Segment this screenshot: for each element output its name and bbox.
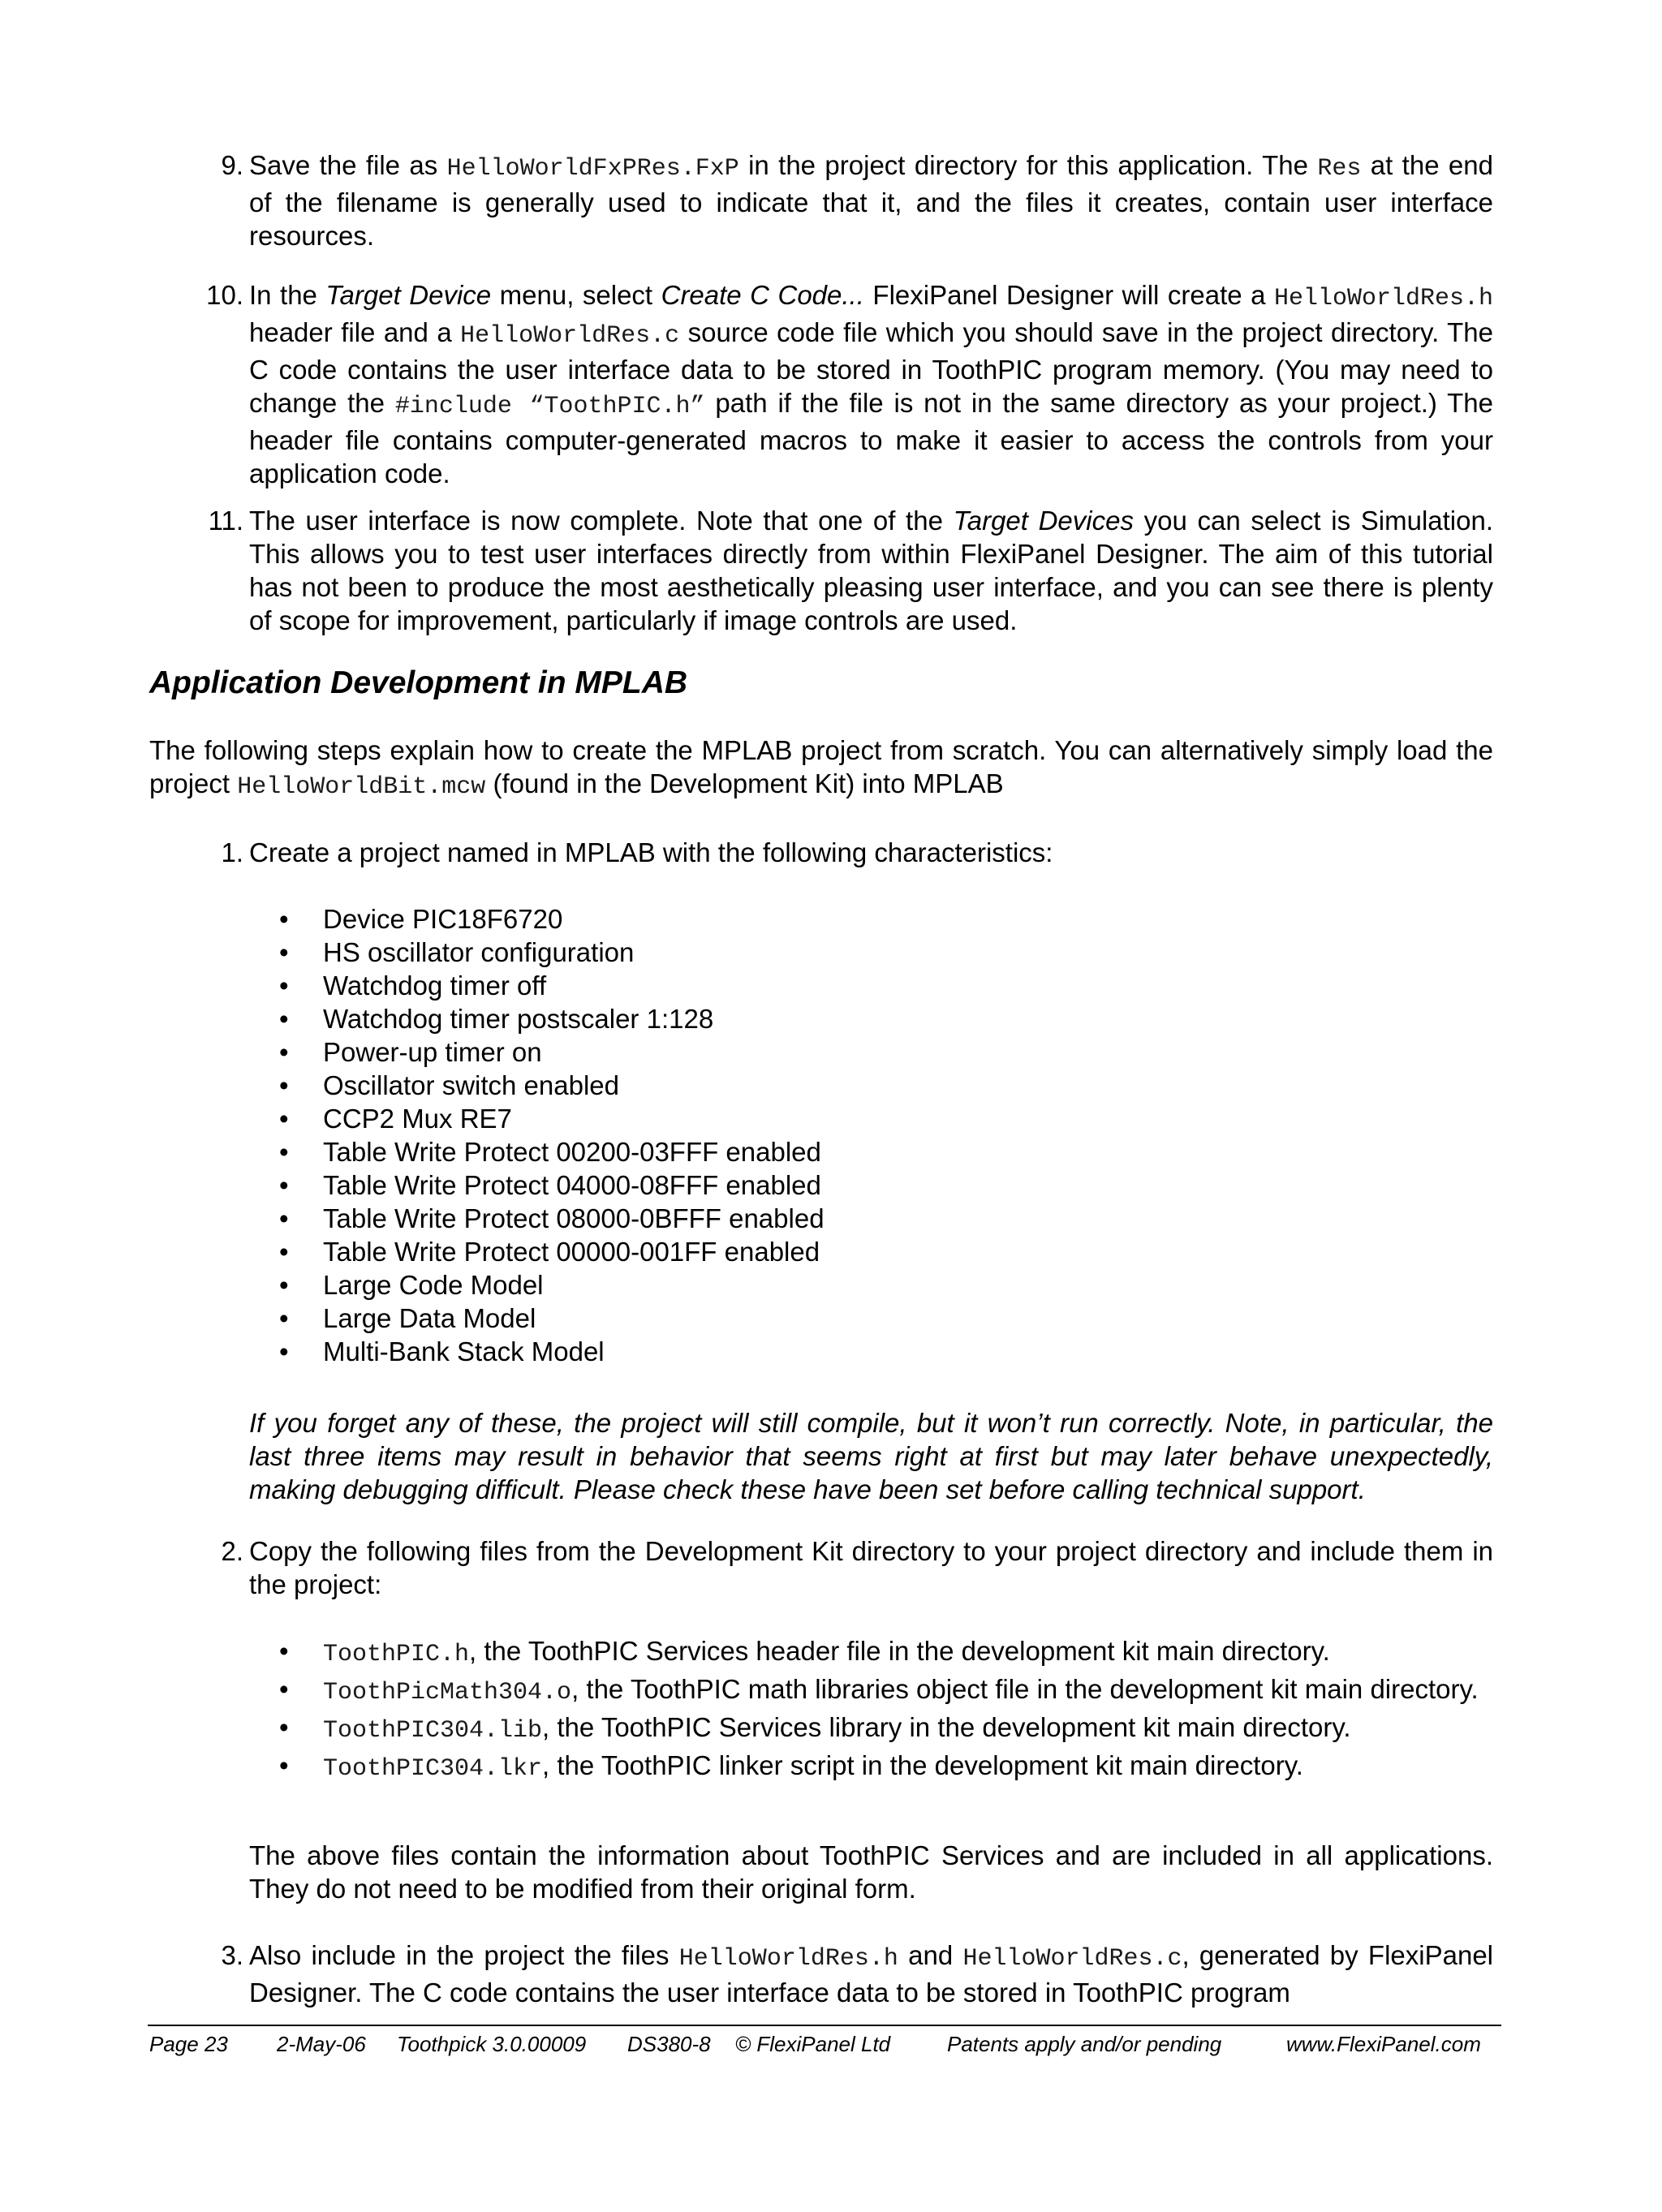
text: FlexiPanel Designer will create a bbox=[863, 280, 1274, 310]
config-item: • Device PIC18F6720 bbox=[323, 902, 1378, 936]
text: header file and a bbox=[249, 317, 461, 347]
code-filename: HelloWorldFxPRes.FxP bbox=[446, 155, 739, 183]
footer-product: Toothpick 3.0.00009 bbox=[397, 2032, 587, 2056]
code-filename: HelloWorldRes.c bbox=[962, 1945, 1182, 1973]
config-item: • Table Write Protect 00200-03FFF enabled bbox=[323, 1135, 1378, 1168]
step-text: Copy the following files from the Development Kit directory to your project directory and include them in the project: bbox=[249, 1536, 1493, 1599]
code-suffix: Res bbox=[1317, 155, 1362, 183]
footer-url[interactable]: www.FlexiPanel.com bbox=[1286, 2032, 1481, 2056]
text: in the project directory for this application. The bbox=[738, 150, 1318, 180]
text: you can select is Simulation. This allows you to test user interfaces directly from within FlexiPanel Designer. The aim of this tutorial has not been to produce the most aesthetically pleasing user interface, and you can see there is plenty of scope for improvement, particularly if image controls are used. bbox=[249, 506, 1494, 635]
config-item: • Multi-Bank Stack Model bbox=[323, 1335, 1378, 1368]
config-item: • Table Write Protect 04000-08FFF enabled bbox=[323, 1168, 1378, 1202]
footer-date: 2-May-06 bbox=[277, 2032, 366, 2056]
config-item: • Large Code Model bbox=[323, 1268, 1378, 1302]
text: menu, select bbox=[491, 280, 661, 310]
footer-rule bbox=[148, 2025, 1501, 2026]
code-include: #include “ToothPIC.h” bbox=[394, 393, 705, 420]
code-filename: HelloWorldBit.mcw bbox=[237, 773, 486, 801]
step-number: 2. bbox=[221, 1536, 243, 1566]
file-item bbox=[323, 1634, 1493, 1672]
file-item bbox=[323, 1672, 1493, 1710]
config-item: • CCP2 Mux RE7 bbox=[323, 1102, 1378, 1135]
config-bullet-list bbox=[323, 902, 1378, 1368]
menu-item-name: Create C Code... bbox=[661, 280, 864, 310]
text: Save the file as bbox=[249, 150, 447, 180]
menu-name: Target Device bbox=[325, 280, 492, 310]
config-item: • Table Write Protect 00000-001FF enabled bbox=[323, 1235, 1378, 1268]
code-filename: HelloWorldRes.h bbox=[678, 1945, 898, 1973]
footer-patents: Patents apply and/or pending bbox=[947, 2032, 1222, 2056]
config-item: • Large Data Model bbox=[323, 1302, 1378, 1335]
step-text bbox=[249, 278, 1493, 490]
config-item: • Table Write Protect 08000-0BFFF enabled bbox=[323, 1202, 1378, 1235]
file-description: , the ToothPIC Services library in the development kit main directory. bbox=[542, 1712, 1351, 1742]
text: , generated by FlexiPanel Designer. The C code contains the user interface data to be stored in ToothPIC program bbox=[249, 1940, 1494, 2008]
code-filename: ToothPicMath304.o bbox=[323, 1679, 572, 1706]
file-item bbox=[323, 1749, 1493, 1786]
file-bullet-list bbox=[323, 1634, 1493, 1787]
footer-doc: DS380-8 bbox=[627, 2032, 711, 2056]
file-description: , the ToothPIC math libraries object file in the development kit main directory. bbox=[571, 1674, 1479, 1704]
step-text bbox=[249, 1939, 1493, 2009]
files-note: The above files contain the information about ToothPIC Services and are included in all applications. They do not need to be modified from their original form. bbox=[249, 1840, 1493, 1904]
text: source code file which you should save in the project directory. The C code contains the user interface data to be stored in ToothPIC program memory. (You may need to change the bbox=[249, 317, 1493, 418]
text: The following steps explain how to create the MPLAB project from scratch. You can alternatively simply load the project bbox=[149, 735, 1493, 798]
code-filename: ToothPIC.h bbox=[323, 1641, 470, 1668]
text: path if the file is not in the same directory as your project.) The header file contains computer-generated macros to make it easier to access the controls from your application code. bbox=[249, 388, 1494, 488]
file-description: , the ToothPIC Services header file in the development kit main directory. bbox=[469, 1636, 1330, 1666]
step-number: 9. bbox=[221, 150, 243, 180]
text: and bbox=[898, 1940, 963, 1970]
file-description: , the ToothPIC linker script in the development kit main directory. bbox=[542, 1750, 1303, 1780]
text: In the bbox=[249, 280, 326, 310]
footer-page: Page 23 bbox=[149, 2032, 228, 2056]
code-filename: ToothPIC304.lib bbox=[323, 1717, 543, 1745]
config-item: • Oscillator switch enabled bbox=[323, 1069, 1378, 1102]
menu-name: Target Devices bbox=[953, 506, 1134, 536]
step-number: 10. bbox=[206, 280, 243, 310]
step-number: 3. bbox=[221, 1940, 243, 1970]
code-filename: ToothPIC304.lkr bbox=[323, 1755, 543, 1783]
step-text bbox=[249, 148, 1493, 252]
config-item: • Watchdog timer off bbox=[323, 969, 1378, 1002]
text: (found in the Development Kit) into MPLAB bbox=[485, 768, 1004, 798]
intro-paragraph bbox=[149, 734, 1493, 804]
text: The user interface is now complete. Note that one of the bbox=[249, 506, 954, 536]
text: at the end of the filename is generally used to indicate that it, and the files it creates, contain user interface resources. bbox=[249, 150, 1493, 251]
file-item bbox=[323, 1711, 1493, 1748]
step-text bbox=[249, 504, 1493, 637]
text: Also include in the project the files bbox=[249, 1940, 679, 1970]
step-text: Create a project named in MPLAB with the following characteristics: bbox=[249, 837, 1053, 867]
code-filename: HelloWorldRes.c bbox=[460, 322, 680, 350]
step-number: 1. bbox=[221, 837, 243, 867]
footer-copyright: © FlexiPanel Ltd bbox=[735, 2032, 891, 2056]
warning-note: If you forget any of these, the project will still compile, but it won’t run correctly. Note, in particular, the last three items may result in behavior that seems right at first but may later behave unexpectedly, making debugging difficult. Please check these have been set before calling technical support. bbox=[249, 1408, 1493, 1504]
config-item: • HS oscillator configuration bbox=[323, 936, 1378, 969]
section-heading: Application Development in MPLAB bbox=[149, 665, 688, 700]
code-filename: HelloWorldRes.h bbox=[1273, 285, 1494, 312]
config-item: • Watchdog timer postscaler 1:128 bbox=[323, 1002, 1378, 1035]
config-item: • Power-up timer on bbox=[323, 1035, 1378, 1069]
step-number: 11. bbox=[208, 506, 243, 536]
